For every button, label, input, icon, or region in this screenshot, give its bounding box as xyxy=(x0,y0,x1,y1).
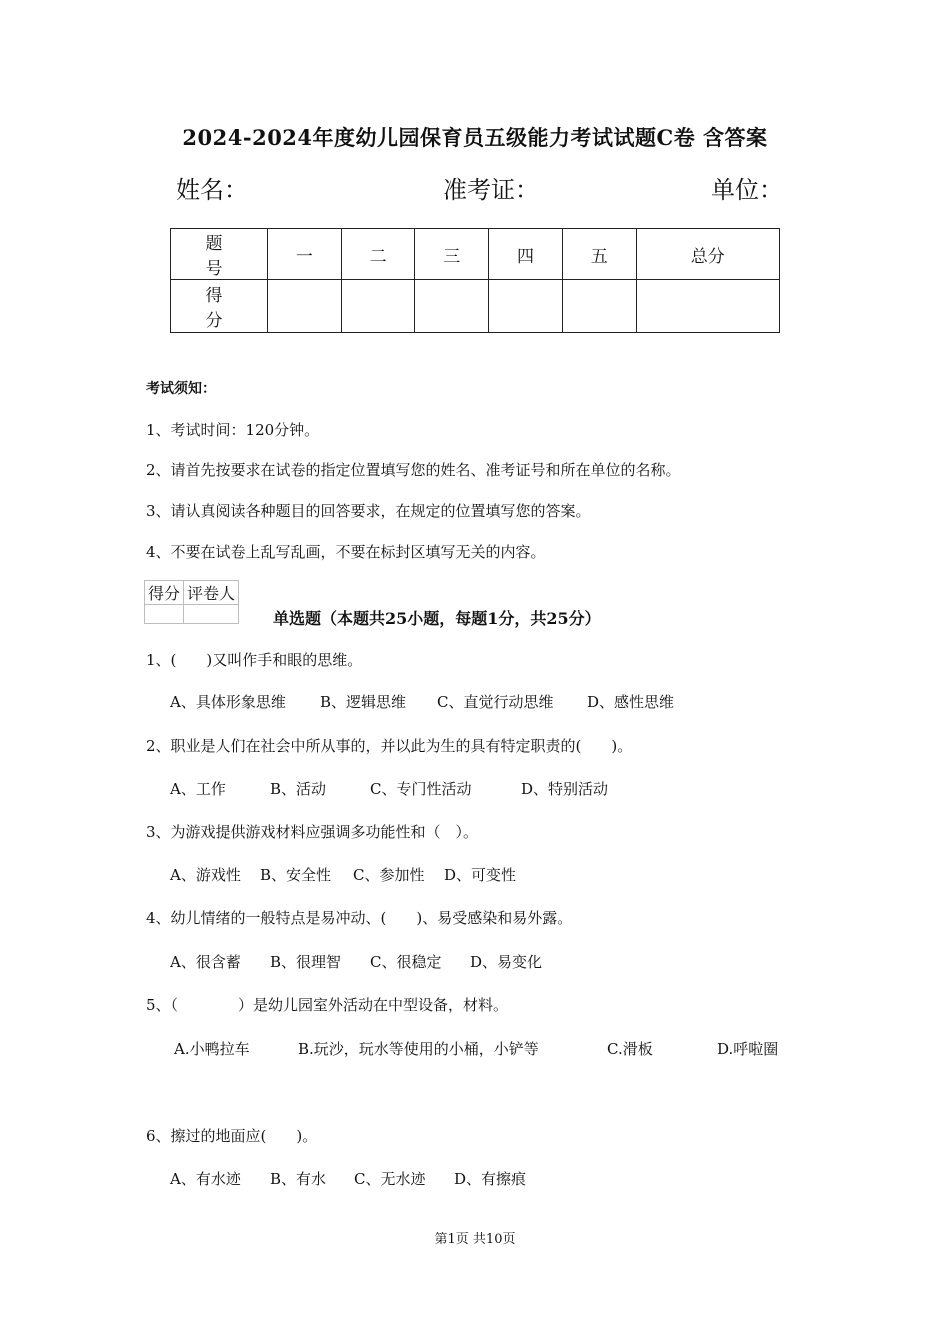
option-a[interactable]: A、很含蓄 xyxy=(170,953,241,971)
score-table-header-label: 题 号 xyxy=(171,229,268,280)
score-table-score-row xyxy=(171,280,780,333)
grader-name-cell[interactable] xyxy=(184,605,239,624)
grader-box xyxy=(144,580,239,624)
option-b[interactable]: B、很理智 xyxy=(270,953,342,971)
option-d[interactable]: D、易变化 xyxy=(470,953,543,971)
option-d[interactable]: D、可变性 xyxy=(444,866,517,884)
notice-item: 4、不要在试卷上乱写乱画，不要在标封区填写无关的内容。 xyxy=(146,543,546,561)
question-text: 5、（ ）是幼儿园室外活动在中型设备，材料。 xyxy=(146,996,509,1014)
question-options xyxy=(170,691,674,712)
grader-score-cell[interactable] xyxy=(145,605,184,624)
notice-item: 2、请首先按要求在试卷的指定位置填写您的姓名、准考证号和所在单位的名称。 xyxy=(146,461,681,479)
option-a[interactable]: A、游戏性 xyxy=(170,866,241,884)
grader-name-label: 评卷人 xyxy=(184,581,239,605)
grader-box-blank-row xyxy=(145,605,239,624)
notice-item: 1、考试时间：120分钟。 xyxy=(146,421,320,439)
question-text: 1、( )又叫作手和眼的思维。 xyxy=(146,651,363,669)
option-a[interactable]: A、具体形象思维 xyxy=(170,693,286,711)
question-options xyxy=(170,778,608,799)
score-table-col-5: 五 xyxy=(562,229,636,280)
option-c[interactable]: C、参加性 xyxy=(353,866,425,884)
grader-score-label: 得分 xyxy=(145,581,184,605)
question-text: 3、为游戏提供游戏材料应强调多功能性和（ ）。 xyxy=(146,823,479,841)
score-table-header-row xyxy=(171,229,780,280)
option-c[interactable]: C、很稳定 xyxy=(370,953,442,971)
score-table-col-4: 四 xyxy=(489,229,563,280)
option-d[interactable]: D、感性思维 xyxy=(587,693,675,711)
option-b[interactable]: B、安全性 xyxy=(260,866,332,884)
score-table-col-total: 总分 xyxy=(636,229,779,280)
page-footer: 第1页 共10页 xyxy=(434,1232,516,1247)
candidate-info-row xyxy=(176,170,786,204)
notice-item: 3、请认真阅读各种题目的回答要求，在规定的位置填写您的答案。 xyxy=(146,502,591,520)
score-table-score-label: 得 分 xyxy=(171,280,268,333)
question-text: 6、擦过的地面应( )。 xyxy=(146,1127,318,1145)
score-cell[interactable] xyxy=(268,280,342,333)
option-b[interactable]: B、有水 xyxy=(270,1170,327,1188)
option-a[interactable]: A、有水迹 xyxy=(170,1170,241,1188)
question-text: 4、幼儿情绪的一般特点是易冲动、( )、易受感染和易外露。 xyxy=(146,909,573,927)
name-label: 姓名： xyxy=(176,176,248,204)
question-options xyxy=(170,864,516,885)
score-table-col-1: 一 xyxy=(268,229,342,280)
option-b[interactable]: B、活动 xyxy=(270,780,327,798)
question-text: 2、职业是人们在社会中所从事的，并以此为生的具有特定职责的( )。 xyxy=(146,737,633,755)
section-title: 单选题（本题共25小题，每题1分，共25分） xyxy=(273,609,601,628)
question-options xyxy=(170,951,542,972)
option-b[interactable]: B、逻辑思维 xyxy=(320,693,407,711)
score-cell[interactable] xyxy=(415,280,489,333)
option-c[interactable]: C.滑板 xyxy=(607,1040,653,1058)
unit-label: 单位： xyxy=(711,176,783,204)
score-table-col-2: 二 xyxy=(341,229,415,280)
score-cell[interactable] xyxy=(341,280,415,333)
question-options xyxy=(170,1168,526,1189)
exam-id-label: 准考证： xyxy=(443,176,539,204)
option-c[interactable]: C、无水迹 xyxy=(354,1170,426,1188)
option-b[interactable]: B.玩沙，玩水等使用的小桶，小铲等 xyxy=(298,1040,539,1058)
notice-title: 考试须知： xyxy=(146,381,216,397)
score-cell[interactable] xyxy=(562,280,636,333)
score-cell[interactable] xyxy=(489,280,563,333)
score-table-col-3: 三 xyxy=(415,229,489,280)
option-c[interactable]: C、专门性活动 xyxy=(370,780,472,798)
score-cell[interactable] xyxy=(636,280,779,333)
option-a[interactable]: A、工作 xyxy=(170,780,226,798)
score-table xyxy=(170,228,780,333)
option-c[interactable]: C、直觉行动思维 xyxy=(437,693,554,711)
grader-box-header xyxy=(145,581,239,605)
option-d[interactable]: D、特别活动 xyxy=(521,780,609,798)
option-a[interactable]: A.小鸭拉车 xyxy=(174,1040,250,1058)
question-options xyxy=(174,1038,778,1059)
option-d[interactable]: D、有擦痕 xyxy=(454,1170,527,1188)
option-d[interactable]: D.呼啦圈 xyxy=(717,1040,779,1058)
exam-title: 2024-2024年度幼儿园保育员五级能力考试试题C卷 含答案 xyxy=(182,125,768,150)
